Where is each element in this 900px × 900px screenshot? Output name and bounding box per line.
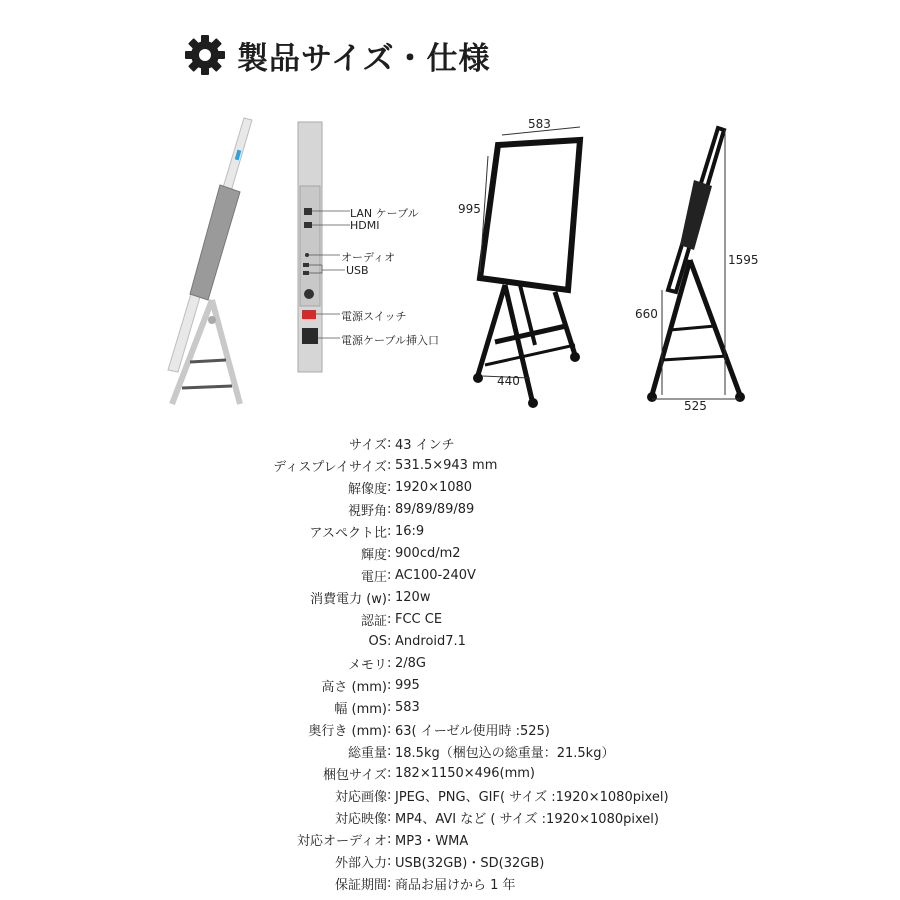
spec-row (0, 609, 442, 630)
dimension-width: 583 (528, 117, 551, 131)
spec-key: 消費電力 (w) (310, 592, 387, 607)
spec-separator: : (387, 788, 392, 803)
spec-row (0, 521, 424, 542)
spec-value: 16:9 (395, 524, 425, 539)
spec-value: 995 (395, 678, 420, 693)
spec-separator: : (387, 458, 392, 473)
spec-value: MP4、AVI など ( サイズ :1920×1080pixel) (395, 812, 659, 827)
spec-row (0, 455, 497, 476)
spec-separator: : (387, 656, 392, 671)
spec-separator: : (387, 590, 392, 605)
dimension-leg-height: 660 (635, 307, 658, 321)
spec-separator: : (387, 766, 392, 781)
spec-separator: : (387, 568, 392, 583)
spec-value: 182×1150×496(mm) (395, 766, 535, 781)
spec-key: 輝度 (360, 548, 387, 563)
spec-value: 43 インチ (395, 438, 455, 453)
spec-key: OS (368, 634, 387, 649)
spec-separator: : (387, 546, 392, 561)
spec-value: JPEG、PNG、GIF( サイズ :1920×1080pixel) (395, 790, 669, 805)
spec-separator: : (387, 502, 392, 517)
spec-key: ディスプレイサイズ (273, 460, 387, 475)
spec-row (0, 631, 466, 652)
spec-value: 120w (395, 590, 431, 605)
spec-key: アスペクト比 (309, 526, 387, 541)
spec-row (0, 807, 659, 828)
spec-key: 保証期間 (334, 878, 387, 893)
spec-row (0, 653, 426, 674)
spec-value: 531.5×943 mm (395, 458, 498, 473)
spec-separator: : (387, 854, 392, 869)
spec-row (0, 741, 614, 762)
dimension-depth: 525 (684, 399, 707, 413)
spec-separator: : (387, 436, 392, 451)
label-usb-port: USB (346, 264, 369, 277)
label-lan-port: LAN ケーブル (350, 207, 419, 220)
spec-separator: : (387, 524, 392, 539)
spec-row (0, 675, 420, 696)
spec-row (0, 477, 472, 498)
dimension-total-height: 1595 (728, 253, 759, 267)
spec-separator: : (387, 744, 392, 759)
page-title: 製品サイズ・仕様 (237, 40, 491, 77)
spec-key: 総重量 (347, 746, 387, 761)
label-hdmi-port: HDMI (350, 219, 380, 232)
spec-separator: : (387, 700, 392, 715)
dimension-base: 440 (497, 374, 520, 388)
spec-key: 対応オーディオ (297, 834, 387, 849)
spec-row (0, 719, 550, 740)
spec-row (0, 433, 455, 454)
spec-key: 外部入力 (334, 856, 387, 871)
product-drawings (0, 0, 900, 420)
spec-row (0, 499, 474, 520)
spec-value: AC100-240V (395, 568, 476, 583)
spec-key: 解像度 (347, 482, 387, 497)
spec-key: 電圧 (360, 570, 387, 585)
spec-separator: : (387, 810, 392, 825)
spec-separator: : (387, 876, 392, 891)
label-power-inlet: 電源ケーブル挿入口 (341, 334, 440, 347)
spec-value: USB(32GB)・SD(32GB) (395, 856, 545, 871)
spec-row (0, 851, 544, 872)
spec-value: 89/89/89/89 (395, 502, 475, 517)
spec-value: 900cd/m2 (395, 546, 461, 561)
side-view-illustration (168, 118, 252, 404)
spec-key: 幅 (mm) (334, 702, 387, 717)
spec-value: 商品お届けから 1 年 (395, 878, 516, 893)
spec-key: 対応映像 (334, 812, 387, 827)
spec-value: 63( イーゼル使用時 :525) (395, 724, 550, 739)
spec-key: サイズ (349, 438, 387, 453)
spec-value: 1920×1080 (395, 480, 473, 495)
front-view-illustration (473, 127, 580, 408)
spec-row (0, 829, 468, 850)
label-audio-port: オーディオ (341, 251, 396, 264)
spec-key: 梱包サイズ (323, 768, 387, 783)
spec-value: 18.5kg（梱包込の総重量：21.5kg） (395, 746, 615, 761)
dimension-height: 995 (458, 202, 481, 216)
spec-key: 高さ (mm) (321, 680, 387, 695)
spec-row (0, 763, 535, 784)
spec-separator: : (387, 480, 392, 495)
spec-row (0, 785, 669, 806)
spec-separator: : (387, 612, 392, 627)
spec-row (0, 565, 476, 586)
spec-separator: : (387, 678, 392, 693)
spec-row (0, 587, 430, 608)
spec-row (0, 697, 420, 718)
spec-value: 583 (395, 700, 420, 715)
spec-separator: : (387, 634, 392, 649)
spec-key: 対応画像 (334, 790, 387, 805)
spec-value: Android7.1 (395, 634, 466, 649)
label-power-switch: 電源スイッチ (341, 310, 407, 323)
spec-separator: : (387, 832, 392, 847)
spec-row (0, 873, 516, 894)
spec-value: MP3・WMA (395, 834, 469, 849)
spec-value: FCC CE (395, 612, 443, 627)
spec-key: 奥行き (mm) (308, 724, 387, 739)
spec-separator: : (387, 722, 392, 737)
spec-key: 認証 (360, 614, 387, 629)
spec-row (0, 543, 461, 564)
spec-key: メモリ (347, 658, 387, 673)
spec-key: 視野角 (347, 504, 387, 519)
spec-value: 2/8G (395, 656, 426, 671)
